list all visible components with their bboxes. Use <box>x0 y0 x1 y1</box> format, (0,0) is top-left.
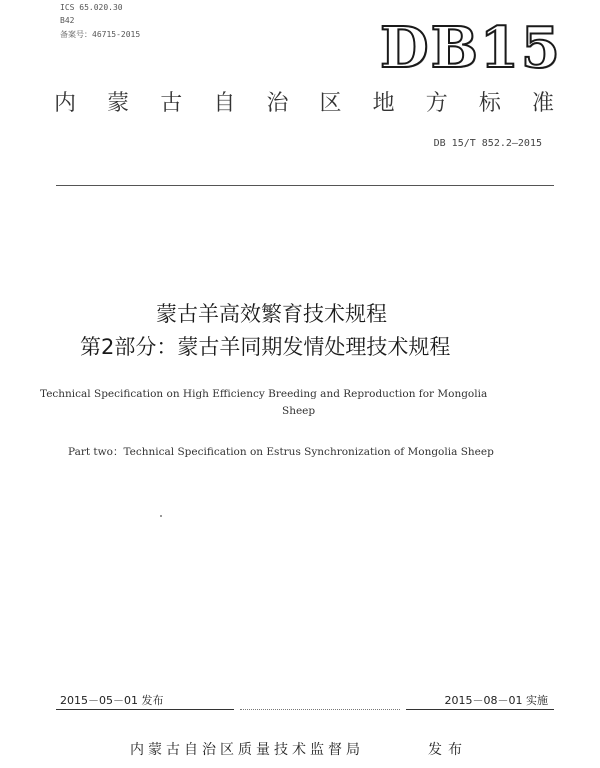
standard-number: DB 15/T 852.2—2015 <box>433 138 542 149</box>
english-title-line-2: Sheep <box>282 405 316 417</box>
standard-title-char: 自 <box>213 91 236 116</box>
standard-title-char: 地 <box>372 91 395 116</box>
standard-title-char: 治 <box>266 91 289 116</box>
issue-date: 2015－05－01 发布 <box>60 694 164 707</box>
db15-logo: DB15 <box>380 15 562 81</box>
issuing-authority-suffix: 发布 <box>428 742 468 758</box>
english-part-title: Part two：Technical Specification on Estrus Synchronization of Mongolia Sheep <box>68 446 494 458</box>
bottom-divider-left <box>56 709 234 710</box>
standard-title <box>54 86 554 122</box>
ics-code: ICS 65.020.30 <box>60 3 123 12</box>
implementation-date: 2015－08－01 实施 <box>444 694 548 707</box>
standard-title-char: 蒙 <box>107 91 130 116</box>
standard-title-char: 内 <box>54 91 77 116</box>
scan-speck <box>160 515 162 517</box>
top-divider <box>56 185 554 186</box>
standard-title-char: 标 <box>478 91 501 116</box>
english-title-line-1: Technical Specification on High Efficiency Breeding and Reproduction for Mongolia <box>40 388 488 400</box>
classification-code: B42 <box>60 16 75 25</box>
issuing-authority: 内蒙古自治区质量技术监督局 <box>130 742 364 758</box>
chinese-title-line-1: 蒙古羊高效繁育技术规程 <box>156 302 387 326</box>
standard-title-char: 古 <box>160 91 183 116</box>
registration-number: 备案号：46715-2015 <box>60 30 141 39</box>
bottom-divider-right <box>406 709 554 710</box>
bottom-divider-middle <box>240 709 400 710</box>
standard-title-char: 方 <box>425 91 448 116</box>
standard-title-char: 准 <box>531 91 554 116</box>
chinese-title-line-2: 第2部分：蒙古羊同期发情处理技术规程 <box>80 335 451 359</box>
standard-title-char: 区 <box>319 91 342 116</box>
